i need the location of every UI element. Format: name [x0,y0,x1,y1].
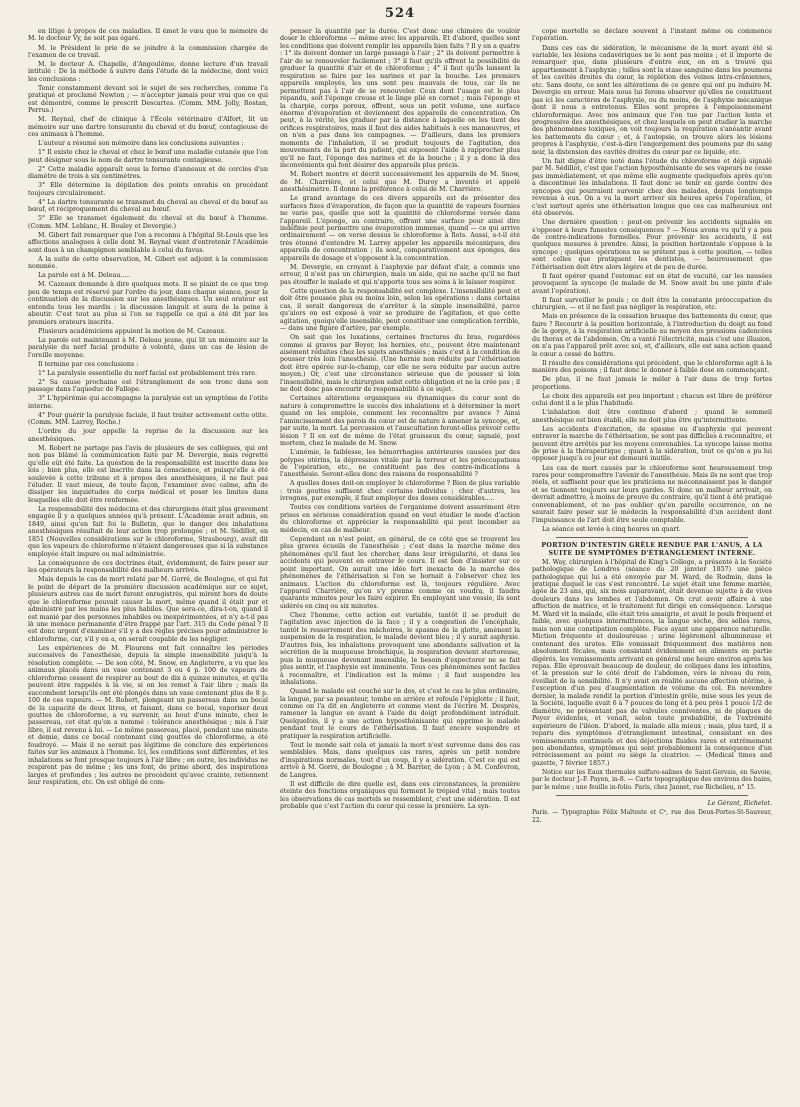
paragraph: M. Robert ne partage pas l'avis de plusieurs de ses collègues, qui ont non pas blâmé la communication faite par M. Devergie, mais regretté qu'elle eût été faite. La question de la responsabilité est inscrite dans les lois ; bien plus, elle est inscrite dans la conscience, et puisqu'elle a été soulevée à cette tribune et à propos des anesthésiques, il ne faut pas l'éluder. Il vaut mieux, de toute façon, l'examiner avec calme, afin de dissiper les inquiétudes du corps médical et poser les limites dans lesquelles elle doit être renfermée. [28,444,268,504]
paragraph: La parole est à M. Deleau..... [38,272,131,280]
paragraph: Plusieurs académiciens appuient la motion de M. Cazeaux. [38,327,227,335]
section-divider [556,537,748,538]
section-title: PORTION D'INTESTIN GRÊLE RENDUE PAR L'ANUS, A LA SUITE DE SYMPTÔMES D'ÉTRANGLEMENT INTERNE. [541,542,763,557]
paragraph: A la suite de cette observation, M. Gibert est adjoint à la commission nommée. [28,255,268,271]
footer-divider [556,795,748,796]
paragraph: La parole est maintenant à M. Deleau jeune, qui lit un mémoire sur la paralysie du nerf facial produite à volonté, dans un cas de lésion de l'oreille moyenne. [28,336,268,359]
paragraph: Les expériences de M. Flourens ont fait connaître les périodes successives de l'anesthésie, depuis la simple insensibilité jusqu'à la résolution complète. — De son côté, M. Snow, en Angleterre, a vu que les animaux placés dans un vase contenant 3 ou 4 p. 100 de vapeurs de chloroforme cessent de respirer au bout de dix à quinze minutes, et qu'ils peuvent être rappelés à la vie, si on les remet à l'air libre ; mais ils succombent lorsqu'ils ont été plongés dans un vase contenant plus de 8 p. 100 de ces vapeurs. — M. Robert, plongeant un passereau dans un bocal de la capacité de deux litres, et faisant, dans ce bocal, vaporiser deux gouttes de chloroforme, a vu survenir, au bout d'une minute, chez le passereau, cet état qu'on a nommé : tolérance anesthésique ; mis à l'air libre, il est revenu à lui. — Le même passereau, placé, pendant une minute et demie, dans ce bocal contenant cinq gouttes de chloroforme, a été foudroyé. — Mais il ne serait pas légitime de conclure des expériences faites sur les animaux à l'homme. Ici, les conditions sont différentes, et les inhalations se font presque toujours à l'air libre ; en outre, les individus ne respirent pas de même ; les uns font, de prime abord, des inspirations larges et profondes ; les autres ne procèdent qu'avec crainte, retiennent leur respiration, etc. On est obligé de com- [28,644,268,787]
paragraph: 4° La dartre tonsurante se transmet du cheval au cheval et du bœuf au bœuf, et réciproquement du cheval au bœuf. [28,198,268,214]
paragraph: Chez l'homme, cette action est variable, tantôt il se produit de l'agitation avec injection de la face ; il y a congestion de l'encéphale, tantôt le resserrement des mâchoires, le spasme de la glotte, amènent la suspension de la respiration, le malade devient bleu ; il y aurait asphyxie. D'autres fois, les inhalations provoquent une abondante salivation et la sécrétion de la muqueuse bronchique, la respiration devient stertoreuse, puis la muqueuse devenant insensible, le besoin d'expectorer ne se fait plus sentir, et l'asphyxie est imminente. Tous ces phénomènes sont faciles à reconnaître, et l'indication est la même ; il faut suspendre les inhalations. [280,611,520,687]
paragraph: Cependant on n'est point, en général, de ce côté que se trouvent les plus graves écueils de l'anesthésie ; c'est dans la marche même des phénomènes qu'il faut les chercher, dans leur irrégularité, et dans les accidents qui peuvent en entraver le cours. Il est bon d'insister sur ce point important. On aurait une idée fort inexacte de la marche des phénomènes de l'éthérisation si l'on se bornait à l'observer chez les animaux. L'action du chloroforme est là, toujours régulière. Avec l'appareil Charrière, qu'on s'y prenne comme on voudra, il faudra quarante minutes pour les faire expirer. En employant une vessie, ils sont sidérés en cinq ou six minutes. [280,535,520,610]
paragraph: Certaines altérations organiques ou dynamiques du cœur sont de nature à compromettre le succès des inhalations et à déterminer la mort quand on les emploie, comment les reconnaître par avance ? Ainsi l'amincissement des parois du cœur est de nature à amener la syncope, et, par suite, la mort. La percussion et l'auscultation feront-elles prévoir cette lésion ? Il en est de même de l'état graisseux du cœur, signalé, post mortem, chez le malade de M. Snow. [280,395,520,448]
paragraph: De plus, il ne faut jamais le mêler à l'air dans de trop fortes proportions. [532,376,772,391]
paragraph: 1° Il existe chez le cheval et chez le bœuf une maladie cutanée que l'on peut désigner sous le nom de dartre tonsurante contagieuse. [28,149,268,164]
gerant-signature: Le Gérant, Richelot. [707,800,772,808]
paragraph: en litige à propos de ces maladies. Il émet le vœu que le mémoire de M. le docteur Vy, ne soit pas égaré. [28,28,268,43]
printer-line: Paris. — Typographie Félix Malteste et Cᵉ, rue des Deux-Portes-St-Sauveur, 22. [532,809,772,824]
paragraph: cope mortelle se déclare souvent à l'instant même où commence l'opération. [532,28,772,43]
paragraph: Il est difficile de dire quelle est, dans ces circonstances, la première éteinte des fonctions organiques qui forment le trépied vital ; mais toutes les observations de cas mortels se ressemblent, c'est une sidération. Il est probable que c'est l'action du cœur qui cesse la première. La syn- [280,780,520,811]
paragraph: Dans ces cas de sidération, le mécanisme de la mort ayant été si variable, les lésions cadavériques ne le sont pas moins ; et il importe de remarquer que, dans plusieurs d'entre eux, on en a trouvé qui appartiennent à l'asphyxie ; telles sont la stase sanguine dans les poumons et les cavités droites du cœur, la réplétion des veines intra-crâniennes, etc. Sans doute, ce sont les altérations de ce genre qui ont pu induire M. Devergie en erreur. Mais nous lui ferons observer qu'elles ne constituent pas ici les caractères de l'asphyxie, ou du moins, de l'asphyxie mécanique dont il nous a entretenus. Elles sont propres à l'empoisonnement chloroformique. Avec nos animaux que l'on tue par l'action lente et progressive des anesthésiques, et chez lesquels on peut étudier la marche des phénomènes toxiques, on voit toujours la respiration s'anéantir avant les battements du cœur ; et, à l'autopsie, on trouve alors les lésions propres à l'asphyxie, c'est-à-dire l'engorgement des poumons par du sang noir, la distension des cavités droites du cœur par ce liquide, etc. [532,44,772,156]
paragraph: L'auteur a résumé son mémoire dans les conclusions suivantes : [38,140,244,148]
paragraph: M. Devergie, en croyant à l'asphyxie par défaut d'air, a commis une erreur, il n'est pas un chirurgien, mais un aide, qui ne sache qu'il ne faut pas étouffer le malade et qui n'apporte tous ses soins à le laisser respirer. [280,263,520,286]
paragraph: La séance est levée à cinq heures un quart. [542,525,681,533]
publication-notice: Notice sur les Eaux thermales sulfuro-salines de Saint-Gervais, en Savoie, par le docteur J.-F. Payen, in-8. — Carte topographique des environs des bains, par le même ; une feuille in-folio. Paris, chez Jannet, rue Richelieu, n° 15. [532,768,772,791]
paragraph: Il faut surveiller le pouls ; ce doit être la constante préoccupation du chirurgien, — et il ne faut pas négliger la respiration, etc. [532,296,772,312]
paragraph: A quelles doses doit-on employer le chloroforme ? Bien de plus variable : trois gouttes suffisent chez certains individus ; chez d'autres, les ivrognes, par exemple, il faut employer des doses considérables..... [280,480,520,503]
paragraph: Un fait digne d'être noté dans l'étude du chloroforme et déjà signalé par M. Sédillot, c'est que l'action hyposthénisante de ses vapeurs ne cesse pas immédiatement, et que même elle augmente quelquefois après qu'on a discontinué les inhalations. Il faut donc se tenir en garde contre des syncopes qui pourraient survenir chez des malades, depuis longtemps revenus à eux. On a vu la mort arriver six heures après l'opération, et c'est surtout après une éthérisation longue que ces cas malheureux ont été observés. [532,157,772,218]
paragraph: Il faut opérer quand l'estomac est en état de vacuité, car les nausées provoquent la syncope (le malade de M. Snow avait bu une pinte d'ale avant l'opération). [532,272,772,295]
paragraph: M. le Président le prie de se joindre à la commission chargée de l'examen de ce travail. [28,44,268,59]
paragraph: 5° Elle se transmet également du cheval et du bœuf à l'homme. (Comm. MM. Leblanc, H. Bouley et Devergie.) [28,215,268,230]
paragraph: M. Robert montre et décrit successivement les appareils de M. Snow, de M. Charrière, et celui que M. Duroy a inventé et appelé anesthésimètre. Il donne la préférence à celui de M. Charrière. [280,171,520,194]
paragraph: 2° Cette maladie apparaît sous la forme d'anneaux et de cercles d'un diamètre de trois à six centimètres. [28,165,268,181]
paragraph: M. Cazeaux demande à dire quelques mots. Il se plaint de ce que trop peu de temps est réservé par l'ordre du jour, dans chaque séance, pour la continuation de la discussion sur les anesthésiques. Un seul orateur est entendu tous les mardis ; la discussion languit et aura de la peine à aboutir. C'est tout au plus si l'on se rappelle ce qui a été dit par les premiers orateurs inscrits. [28,281,268,326]
paragraph: Il termine par ces conclusions : [38,360,139,368]
paragraph: Les accidents d'excitation, de spasme ou d'asphyxie qui peuvent entraver la marche de l'éthérisation, ne sont pas difficiles à reconnaître, et peuvent être arrêtés par les moyens convenables. La syncope laisse moins de prise à la thérapeutique ; quant à la sidération, tout ce qu'on a pu lui opposer jusqu'à ce jour est demeuré inutile. [532,425,772,463]
paragraph: 4° Pour guérir la paralysie faciale, il faut traiter activement cette otite. (Comm. MM. Larrey, Roche.) [28,411,268,427]
paragraph: Tenir constamment devant soi le sujet de ses recherches, comme l'a pratiqué et proclamé Newton ; — n'accepter jamais pour vrai que ce qui est démontré, comme le prescrit Descartes. (Comm. MM. Jolly, Rostan, Perrus.) [28,84,268,115]
paragraph: Mais depuis le cas de mort relaté par M. Gorré, de Boulogne, et qui fut le point de départ de la première discussion académique sur ce sujet, plusieurs autres cas de mort furent enregistrés, qui mirent hors de doute que le chloroforme pouvait causer la mort, même quand il était pur et administré par les mains les plus habiles. Que sera-ce, dira-t-on, quand il est manié par des personnes inhabiles ou inexpérimentées, et n'y a-t-il pas là une menace permanente d'être frappé par l'art. 315 du Code pénal ? Il est donc urgent d'examiner s'il y a des règles précises pour administrer le chloroforme, car, s'il y en a, on serait coupable de les négliger. [28,576,268,643]
paragraph: penser la quantité par la durée. C'est donc une chimère de vouloir doser le chloroforme — même avec les appareils. Et d'abord, quelles sont les conditions que doivent remplir les appareils bien faits ? Il y en a quatre : 1° ils doivent donner un large passage à l'air ; 2° ils doivent permettre à l'air de se renouveler facilement ; 3° il faut qu'ils offrent la possibilité de graduer la quantité d'air et de chloroforme ; 4° il faut qu'ils laissent la respiration se faire par les narines et par la bouche. Les premiers appareils employés, les uns sont peu mauvais de tous, car ils ne permettent pas à l'air de se renouveler. Ceux dont l'usage est le plus répandu, soit l'éponge creuse et le linge plié en cornet ; mais l'éponge et la charpie, corps poreux, offrent, sous un petit volume, une surface énorme d'évaporation et deviennent des appareils de concentration. On peut, à la vérité, les graduer par la distance à laquelle on les tient des orifices respiratoires, mais il faut des aides habitués à ces manœuvres, et on n'en a pas dans les campagnes. — D'ailleurs, dans les premiers moments de l'inhalation, il se produit toujours de l'agitation, des mouvements de la part du patient, qui exposent l'aide à rapprocher plus qu'il ne faut, l'éponge des narines et de la bouche ; il y a donc là des inconvénients qui font désirer des appareils plus précis. [280,28,520,170]
column-3-article [532,559,772,768]
paragraph: L'inhalation doit être continue d'abord ; quand le sommeil anesthésique est bien établi, elle ne doit plus être qu'intermittente. [532,409,772,424]
paragraph: Le choix des appareils est peu important ; chacun est libre de préférer celui dont il a le plus l'habitude. [532,392,772,408]
paragraph: Les cas de mort causés par le chloroforme sont heureusement trop rares pour compromettre l'avenir de l'anesthésie. Mais ils ne sont que trop réels, et suffisent pour que les praticiens ne méconnaissent pas le danger et se tiennent toujours sur leurs gardes. Si donc un malheur arrivait, on devrait admettre, à moins de preuve du contraire, qu'il tient à été pratiqué convenablement, et ne pas oublier qu'en pareille occurrence, on ne saurait faire peser sur le médecin la responsabilité d'un accident dont l'impuissance de l'art doit être seule comptable. [532,464,772,524]
paragraph: M. le docteur A. Chapelle, d'Angoulême, donne lecture d'un travail intitulé : De la méthode à suivre dans l'étude de la médecine, dont voici les conclusions : [28,61,268,83]
paragraph: M. Reynal, chef de clinique à l'École vétérinaire d'Alfort, lit un mémoire sur une dartre tonsurante du cheval et du bœuf, contagieuse de ces animaux à l'homme. [28,116,268,139]
paragraph: 3° Elle détermine la dépilation des points envahis en procédant toujours circulairement. [28,182,268,197]
paragraph: Une dernière question : peut-on prévenir les accidents signalés en s'opposer à leurs funestes conséquences ? — Nous avons vu qu'il y a peu de contre-indications formelles. Pour prévenir les accidents, il est quelques mesures à prendre. Ainsi, la position horizontale s'oppose à la syncope ; quelques opérations ne se prêtent pas à cette position, — telles sont celles que pratiquent les dentistes, — heureusement que l'éthérisation doit être alors légère et de peu de durée. [532,219,772,271]
column-1 [28,28,268,1093]
paragraph: L'anémie, la faiblesse, les hémorrhagies antérieures causées par des polypes utérins, la dépression vitale par la terreur et les préoccupations de l'opération, etc., ne constituent pas des contre-indications à l'anesthésie. Seront-elles donc des raisons de responsabilité ? [280,449,520,479]
paragraph: Toutes ces conditions variées de l'organisme doivent assurément être prises en sérieuse considération quand on veut étudier le mode d'action du chloroforme et apprécier la responsabilité qui peut incomber au médecin, en cas de malheur. [280,504,520,534]
paragraph: La conséquence de ces doctrines était, évidemment, de faire peser sur les opérateurs la responsabilité des malheurs arrivés. [28,559,268,575]
paragraph: Il résulte des considérations qui précèdent, que le chloroforme agit à la manière des poisons ; il faut donc le donner à faible dose en commençant. [532,359,772,375]
paragraph: Quand le malade est couché sur le dos, et c'est le cas le plus ordinaire, la langue, par sa pesanteur, tombe en arrière et refoule l'épiglotte ; il faut, comme on l'a dit en Angleterre et comme vient de l'écrire M. Desprès, ramener la langue en avant à l'aide du doigt profondément introduit. Quelquefois, il y a une action hyposthénisante qui opprime le malade pendant tout le cours de l'éthérisation. Il faut encore suspendre et pratiquer la respiration artificielle. [280,688,520,740]
paragraph: La responsabilité des médecins et des chirurgiens était plus gravement engagée il y a quelques années qu'à présent. L'Académie avait admis, en 1849, ainsi qu'en fait foi le Bulletin, que le danger des inhalations anesthésiques résultait de leur action trop prolongée ; et M. Sédillot, en 1851 (Nouvelles considérations sur le chloroforme, Strasbourg), avait dit que les vapeurs de chloroforme n'étaient dangereuses que si la substance employée était impure ou mal administrée. [28,505,268,558]
paragraph: Le grand avantage de ces divers appareils est de présenter des surfaces fixes d'évaporation, de façon que la quantité de vapeurs fournies ne varie pas, quelle que soit la quantité de chloroforme versée dans l'appareil. L'éponge, au contraire, offrant une surface pour ainsi dire indéfinie peut permettre une évaporation immense, quand — ce qui arrive ordinairement — on verse dessus le chloroforme à flots. Aussi, a-t-il été très étonné d'entendre M. Larrey appeler les appareils mécaniques, des appareils de concentration ; ils sont, comparativement aux éponges, des appareils de dosage et s'opposent à la concentration. [280,195,520,262]
paragraph: Mais en présence de la cessation brusque des battements du cœur, que faire ? Recourir à la position horizontale, à l'introduction du doigt au fond de la gorge, à la respiration artificielle au moyen des pressions cadencées du thorax et de l'abdomen. On a vanté l'électricité, mais c'est une illusion, on n'a pas l'appareil prêt avec soi, et, d'ailleurs, elle est sans action quand le cœur a cessé de battre. [532,313,772,358]
paragraph: 2° Sa cause prochaine est l'étranglement de son tronc dans son passage dans l'aqueduc de Fallope. [28,378,268,394]
paragraph: L'ordre du jour appelle la reprise de la discussion sur les anesthésiques. [28,428,268,443]
page-number: 524 [384,6,416,21]
paragraph: Cette question de la responsabilité est complexe. L'insensibilité peut et doit être poussée plus ou moins loin, selon les opérations : dans certains cas, il serait dangereux de s'arrêter à la simple insensibilité, parce qu'alors on est exposé à voir se produire de l'agitation, et que cette agitation, quoiqu'elle insensible, peut constituer une complication terrible, — dans une figure d'artère, par exemple. [280,287,520,333]
column-2 [280,28,520,1093]
paragraph: 3° L'hypérémie qui accompagne la paralysie est un symptôme de l'otite interne. [28,395,268,410]
paragraph: On sait que les luxations, certaines fractures du bras, regardées comme si graves par Boyer, les hernies, etc., peuvent être maintenant aisément réduites chez les sujets anesthésiés ; mais c'est à la condition de pousser très loin l'anesthésie. (Une hernie non réduite par l'éthérisation doit être opérée sur-le-champ, car elle ne sera réduite par aucun autre moyen.) Or, c'est une circonstance sérieuse que de pousser si loin l'insensibilité, mais le chirurgien subit cette obligation et ne la crée pas ; il ne doit donc pas encourir de responsabilité à ce sujet. [280,334,520,394]
column-3 [532,28,772,1093]
paragraph: M. Way, chirurgien à l'hôpital de King's College, a présenté à la Société pathologique de Londres (séance du 20 janvier 1857) une pièce pathologique qui lui a été envoyée par M. Ward, de Rodmin, dans la pratique duquel le cas s'est rencontré. Le sujet était une femme mariée, âgée de 23 ans, qui, six mois auparavant, était devenue sujette à de vives douleurs dans les lombes et l'abdomen. On crut avoir affaire à une affection de matrice, et le traitement fut dirigé en conséquence. Lorsque M. Ward vit la malade, elle était très amaigrie, et avait le pouls fréquent et faible, avec quelques intermittences, la langue sèche, des selles rares, mais non une constipation complète. Face ayant une apparence naturelle. Miction fréquente et douloureuse ; urine légèrement albumineuse et contenant des urates. Elle vomissait fréquemment des matières non absolument fécales, mais consistant évidemment en aliments en partie digérés, les vomissements arrivant en général une heure environ après les repas. Elle éprouvait beaucoup de douleur, de coliques dans les intestins, et la pression sur le côté droit de l'abdomen, vers le niveau du rein, éveillait de la sensibilité. Il n'y avait en réalité aucune affection utérine, à l'exception d'un peu d'augmentation de volume du col. En novembre dernier, la malade rendit la portion d'intestin grêle, mise sous les yeux de la Société, laquelle avait 6 à 7 pouces de long et à peu près 1 pouce 1/2 de diamètre, ne présentant pas de valvules conniventes, ni de plaques de Peyer évidentes, et venait, selon toute probabilité, de l'extrémité supérieure de l'iléon. D'abord, la malade alla mieux ; mais, plus tard, il a reparu des symptômes d'étranglement intestinal, consistant en des vomissements continuels et des déjections fluides rares et extrêmement peu abondantes, symptômes qui sont probablement la conséquence d'un rétrécissement au point ou siège la cicatrice. — (Medical times and gazette, 7 février 1857.) [532,558,772,767]
text-columns [28,28,772,1093]
paragraph: M. Gibert fait remarquer que l'on a reconnu à l'hôpital St-Louis que les affections analogues à celle dont M. Reynal vient d'entretenir l'Académie sont dues à un champignon semblable à celui du favus. [28,231,268,254]
paragraph: 1° La paralysie essentielle du nerf facial est probablement très rare. [38,369,257,377]
column-3-top [532,28,772,533]
paragraph: Tout le monde sait cela et jamais la mort n'est survenue dans des cas semblables. Mais, dans quelques cas rares, après un petit nombre d'inspirations normales, tout d'un coup, il y a sidération. C'est ce qui est arrivé à M. Gorré, de Boulogne ; à M. Barrier, de Lyon ; à M. Confevron, de Langres. [280,741,520,779]
